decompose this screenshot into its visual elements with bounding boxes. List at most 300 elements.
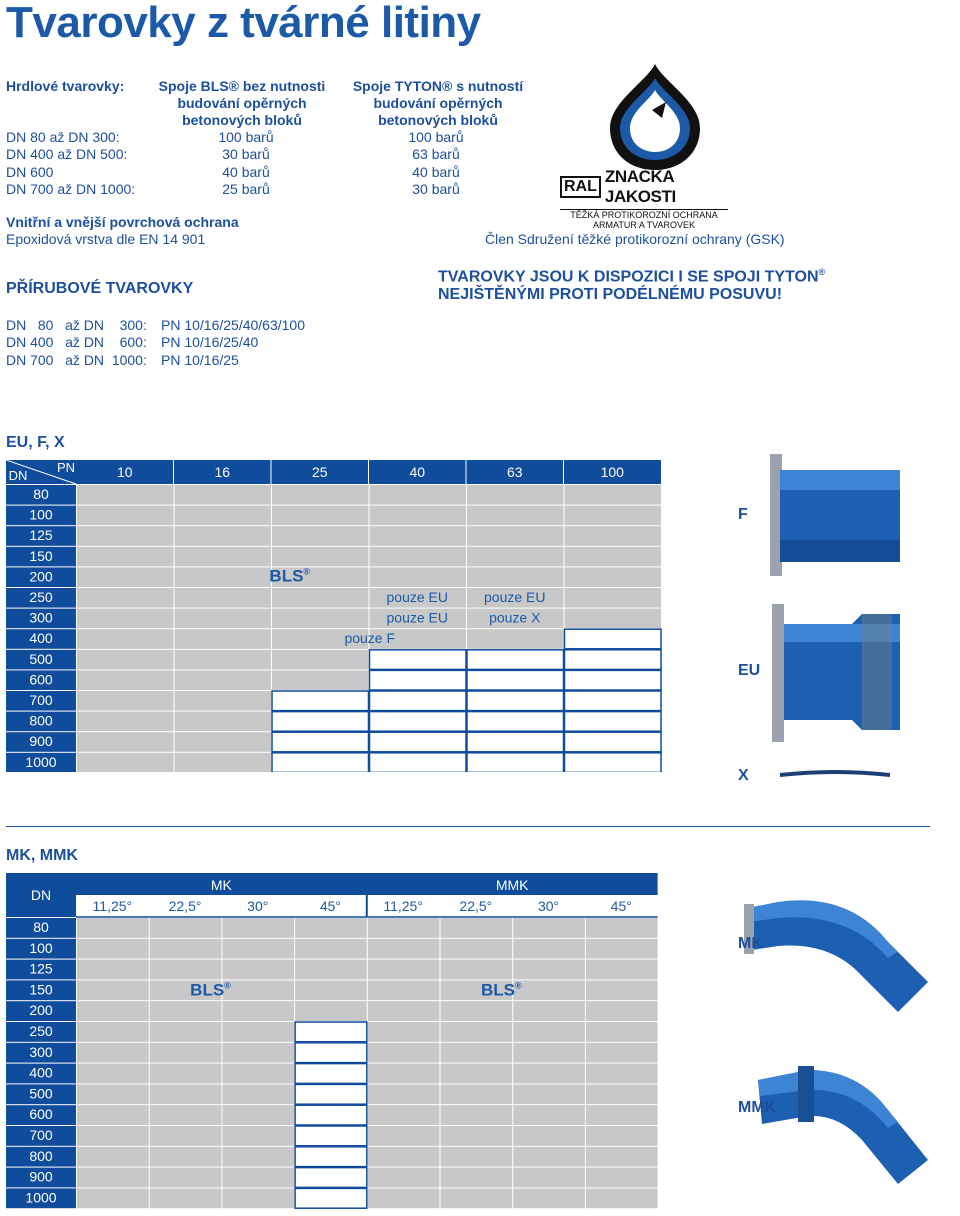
table2-cell — [368, 918, 440, 938]
table1-cell — [272, 753, 369, 772]
flanged-row-pn: PN 10/16/25/40 — [161, 334, 259, 351]
table2-cell — [295, 960, 367, 980]
table1-cell — [77, 588, 174, 608]
label-mmk: MMK — [738, 1099, 777, 1116]
table2-cell — [222, 1188, 294, 1208]
table1-cell — [272, 670, 369, 690]
table2-cell — [150, 1064, 222, 1084]
table1-cell — [565, 650, 662, 670]
table1-cell — [77, 670, 174, 690]
table1-cell — [565, 753, 662, 772]
table1-cell — [175, 629, 272, 649]
table2-angle-header: 30° — [537, 898, 560, 914]
table2-cell — [77, 1022, 149, 1042]
table2-cell — [586, 1084, 658, 1104]
flanged-row-pn: PN 10/16/25/40/63/100 — [161, 317, 306, 333]
tyton-notice: TVAROVKY JSOU K DISPOZICI I SE SPOJI TYTON® NEJIŠTĚNÝMI PROTI PODÉLNÉMU POSUVU! — [438, 267, 826, 304]
table2-dn-label: 125 — [29, 960, 53, 977]
table1-note: pouze EU — [484, 589, 546, 605]
flanged-row — [6, 334, 326, 351]
table2-cell — [513, 1188, 585, 1208]
table2-cell — [368, 1105, 440, 1125]
table2-bls-label: BLS® — [480, 980, 522, 1000]
table2-cell — [77, 939, 149, 959]
table2-cell — [441, 960, 513, 980]
table2-cell — [77, 1168, 149, 1188]
table1-dn-label: 80 — [33, 486, 49, 502]
table2-group-mmk: MMK — [495, 877, 529, 893]
pressure-row-bls: 100 barů — [218, 129, 274, 145]
table1-pn-header: 10 — [116, 464, 133, 480]
table2-cell — [295, 1064, 367, 1084]
table1-cell — [272, 485, 369, 505]
gsk-member-text: Člen Sdružení těžké protikorozní ochrany (GSK) — [485, 231, 785, 247]
table1-pn-header: 63 — [506, 464, 523, 480]
pressure-row-dn: DN 80 až DN 300: — [6, 129, 120, 145]
table2-cell — [77, 960, 149, 980]
table2-cell — [368, 1043, 440, 1063]
flanged-rows — [6, 317, 326, 369]
table2-dn-label: 100 — [29, 939, 53, 956]
table1-cell — [565, 567, 662, 587]
pressure-rows — [6, 129, 536, 198]
table2-cell — [586, 1147, 658, 1167]
table1-dn-label: 600 — [29, 671, 53, 688]
flanged-row-dn: DN 700 až DN 1000: — [6, 351, 147, 368]
table2-cell — [295, 1147, 367, 1167]
table2-cell — [150, 960, 222, 980]
table2-cell — [77, 1064, 149, 1084]
tyton-notice-line: NEJIŠTĚNÝMI PROTI PODÉLNÉMU POSUVU! — [438, 286, 783, 304]
table2-cell — [513, 1168, 585, 1188]
flanged-row-pn: PN 10/16/25 — [161, 351, 239, 368]
table2-angle-header: 45° — [610, 898, 632, 914]
table1-cell — [175, 670, 272, 690]
table2-cell — [368, 1147, 440, 1167]
table1-bls-label: BLS® — [269, 566, 311, 586]
table2-dn-label: 80 — [33, 919, 49, 935]
table2-cell — [368, 1084, 440, 1104]
pressure-row-dn: DN 600 — [6, 163, 54, 180]
table1-cell — [175, 732, 272, 752]
table1-cell — [565, 712, 662, 732]
table1-cell — [565, 670, 662, 690]
pressure-row — [6, 181, 536, 198]
section-divider — [6, 826, 930, 827]
flanged-row-dn: DN 80 až DN 300: — [6, 317, 147, 333]
table1-cell — [77, 691, 174, 711]
table2-cell — [441, 1001, 513, 1021]
table2-cell — [295, 918, 367, 938]
table1-note: pouze EU — [386, 609, 448, 626]
pressure-row-tyton: 30 barů — [412, 180, 460, 197]
table1-cell — [370, 670, 467, 690]
table1-dn-label: 400 — [29, 630, 53, 647]
table2-cell — [513, 1147, 585, 1167]
table2-cell — [222, 1022, 294, 1042]
flanged-row-dn: DN 400 až DN 600: — [6, 334, 147, 351]
table2-cell — [222, 1084, 294, 1104]
pressure-row-dn: DN 400 až DN 500: — [6, 146, 128, 163]
table2-cell — [77, 918, 149, 938]
table2-cell — [513, 1043, 585, 1063]
table1-dn-label: 800 — [29, 712, 53, 729]
table1-dn-label: 125 — [29, 527, 53, 544]
table2-cell — [368, 1022, 440, 1042]
table1-cell — [272, 609, 369, 629]
table2-cell — [222, 1105, 294, 1125]
table2-cell — [441, 1147, 513, 1167]
table2-bls-label: BLS® — [190, 980, 231, 1000]
table1-cell — [175, 609, 272, 629]
table1-cell — [175, 547, 272, 567]
table1-dn-label: 100 — [29, 506, 53, 523]
bend-mk-image — [738, 892, 938, 1022]
table1-cell — [77, 567, 174, 587]
table2-cell — [513, 960, 585, 980]
coating-heading: Vnitřní a vnější povrchová ochrana — [6, 214, 239, 230]
table1-cell — [467, 732, 564, 752]
table1-cell — [272, 547, 369, 567]
table1-cell — [467, 506, 564, 526]
table2-cell — [368, 960, 440, 980]
table2-cell — [586, 1022, 658, 1042]
table2-cell — [513, 918, 585, 938]
pressure-row-tyton: 100 barů — [408, 129, 464, 145]
table1-corner-dn: DN — [8, 468, 28, 483]
table1-cell — [565, 629, 662, 649]
bls-header-line: betonových bloků — [182, 112, 302, 128]
table2-cell — [586, 1064, 658, 1084]
table2-dn-label: 250 — [29, 1023, 53, 1039]
pressure-row-tyton: 63 barů — [412, 146, 460, 163]
table2-cell — [150, 1105, 222, 1125]
table2-cell — [586, 939, 658, 959]
table1-dn-label: 700 — [29, 692, 53, 708]
table1-cell — [370, 506, 467, 526]
table2-cell — [222, 1147, 294, 1167]
table2-cell — [222, 980, 294, 1000]
table2-dn-label: 500 — [29, 1085, 53, 1102]
table1-cell — [370, 567, 467, 587]
table1-heading: EU, F, X — [6, 434, 65, 451]
table2-cell — [586, 918, 658, 938]
table1-cell — [175, 526, 272, 546]
table1-cell — [565, 588, 662, 608]
table2-cell — [513, 1084, 585, 1104]
table1-dn-label: 150 — [29, 547, 53, 564]
table1-cell — [77, 650, 174, 670]
table1-pn-header: 25 — [311, 464, 328, 480]
table1-cell — [175, 691, 272, 711]
table1-cell — [175, 567, 272, 587]
table1-cell — [467, 567, 564, 587]
table2-cell — [513, 980, 585, 1000]
table2-cell — [150, 1084, 222, 1104]
tyton-header-line: betonových bloků — [378, 112, 498, 128]
table1-cell — [175, 753, 272, 772]
table2-cell — [441, 1022, 513, 1042]
table2-dn-label: 800 — [29, 1147, 53, 1164]
table1-cell — [77, 609, 174, 629]
table2-cell — [77, 1084, 149, 1104]
table2-cell — [222, 1168, 294, 1188]
table2 — [6, 873, 666, 1216]
table2-dn-label: 150 — [29, 981, 53, 998]
table2-dn-label: 700 — [29, 1127, 53, 1143]
table1-cell — [565, 547, 662, 567]
table1-cell — [467, 629, 564, 649]
table1-cell — [77, 753, 174, 772]
table2-cell — [150, 1043, 222, 1063]
table2-cell — [222, 960, 294, 980]
table2-cell — [441, 1105, 513, 1125]
table1-cell — [370, 753, 467, 772]
table1-header-bg — [6, 460, 661, 484]
table1-cell — [77, 485, 174, 505]
pressure-row-bls: 30 barů — [222, 146, 270, 163]
table1-pn-header: 16 — [214, 464, 231, 480]
bls-header-line: Spoje BLS® bez nutnosti — [158, 78, 326, 94]
table2-cell — [222, 1126, 294, 1146]
table1-cell — [77, 547, 174, 567]
ral-box: RAL — [560, 176, 601, 198]
table2-cell — [295, 1105, 367, 1125]
table1-cell — [175, 712, 272, 732]
label-eu: EU — [738, 662, 761, 679]
table2-cell — [441, 1168, 513, 1188]
table2-cell — [222, 939, 294, 959]
pressure-row-dn: DN 700 až DN 1000: — [6, 180, 136, 197]
table2-cell — [150, 1022, 222, 1042]
table2-cell — [513, 1064, 585, 1084]
table2-cell — [77, 1188, 149, 1208]
page-title: Tvarovky z tvárné litiny — [6, 0, 481, 47]
table2-cell — [295, 1188, 367, 1208]
pressure-row — [6, 164, 536, 181]
table1-cell — [467, 670, 564, 690]
table2-cell — [441, 1064, 513, 1084]
table2-cell — [222, 918, 294, 938]
table2-cell — [586, 1105, 658, 1125]
table1-cell — [272, 712, 369, 732]
table1-dn-label: 200 — [29, 568, 53, 585]
table2-cell — [295, 1043, 367, 1063]
table1-cell — [77, 712, 174, 732]
table2-cell — [222, 1064, 294, 1084]
table2-cell — [441, 1084, 513, 1104]
table1-cell — [272, 650, 369, 670]
table2-cell — [77, 980, 149, 1000]
table1-cell — [565, 609, 662, 629]
table2-angle-header: 30° — [247, 898, 269, 914]
table1-note: pouze F — [344, 630, 396, 647]
table2-cell — [513, 1105, 585, 1125]
pressure-row-tyton: 40 barů — [412, 163, 460, 180]
table2-cell — [586, 980, 658, 1000]
table1-cell — [272, 691, 369, 711]
table2-cell — [441, 918, 513, 938]
table2-cell — [295, 1084, 367, 1104]
table1-cell — [467, 650, 564, 670]
table1-cell — [370, 712, 467, 732]
table2-angle-header: 45° — [319, 898, 342, 914]
table1-grid — [6, 460, 666, 772]
table2-cell — [586, 960, 658, 980]
table2-cell — [150, 1147, 222, 1167]
table2-dn-label: 400 — [29, 1064, 53, 1081]
bls-header-line: budování opěrných — [177, 95, 307, 111]
hrdlove-label: Hrdlové tvarovky: — [6, 78, 125, 94]
quality-subtitle-line: ARMATUR A TVAROVEK — [592, 220, 696, 230]
table1-pn-header: 40 — [409, 464, 426, 480]
table2-cell — [368, 939, 440, 959]
table1-cell — [467, 485, 564, 505]
table2-cell — [586, 1168, 658, 1188]
table2-cell — [222, 1001, 294, 1021]
table1-cell — [77, 629, 174, 649]
table1-cell — [175, 588, 272, 608]
table2-cell — [586, 1188, 658, 1208]
flange-x-image — [780, 768, 890, 780]
table2-cell — [77, 1043, 149, 1063]
table2-cell — [295, 1168, 367, 1188]
table1-cell — [77, 506, 174, 526]
table2-cell — [586, 1001, 658, 1021]
quality-mark-subtitle — [560, 209, 728, 230]
gsk-drop-logo — [600, 62, 710, 172]
table2-dn-label: 600 — [29, 1106, 53, 1123]
table1-cell — [467, 753, 564, 772]
table2-dn-label: 200 — [29, 1002, 53, 1019]
pressure-row — [6, 146, 536, 163]
table2-cell — [222, 1043, 294, 1063]
table2-cell — [77, 1147, 149, 1167]
table2-cell — [441, 1188, 513, 1208]
table1-dn-label: 250 — [29, 589, 53, 605]
table1-cell — [77, 526, 174, 546]
table2-group-header-bg — [6, 873, 658, 895]
table1-cell — [175, 485, 272, 505]
table1-dn-label: 900 — [29, 733, 53, 750]
table2-cell — [513, 939, 585, 959]
table1-cell — [370, 732, 467, 752]
table1-cell — [370, 485, 467, 505]
table2-angle-header: 22,5° — [459, 898, 493, 914]
table1-cell — [565, 691, 662, 711]
label-f: F — [738, 506, 748, 523]
table1-cell — [370, 526, 467, 546]
table1-cell — [370, 650, 467, 670]
quality-mark — [560, 167, 728, 230]
table1-cell — [272, 526, 369, 546]
table1-cell — [565, 526, 662, 546]
tyton-column-header — [350, 78, 526, 129]
table2-cell — [368, 1168, 440, 1188]
table2-group-mk: MK — [210, 877, 232, 893]
table2-cell — [441, 1126, 513, 1146]
table2-cell — [77, 1105, 149, 1125]
table2-dn-label: 1000 — [25, 1189, 57, 1206]
table1-cell — [175, 650, 272, 670]
table2-cell — [441, 939, 513, 959]
table2-cell — [513, 1001, 585, 1021]
flanged-heading: PŘÍRUBOVÉ TVAROVKY — [6, 280, 194, 297]
table2-angle-header: 11,25° — [92, 898, 133, 914]
table1-corner-pn: PN — [56, 460, 76, 475]
table2-cell — [513, 1126, 585, 1146]
table1-cell — [467, 547, 564, 567]
bls-column-header — [150, 78, 334, 129]
table2-cell — [295, 980, 367, 1000]
table2-cell — [586, 1126, 658, 1146]
table2-cell — [77, 1001, 149, 1021]
table1-cell — [565, 506, 662, 526]
pressure-row-bls: 40 barů — [222, 163, 270, 180]
table1-cell — [272, 588, 369, 608]
table2-cell — [295, 1022, 367, 1042]
table2-cell — [150, 918, 222, 938]
table2-cell — [368, 1188, 440, 1208]
table2-angle-header: 22,5° — [168, 898, 202, 914]
table1 — [6, 460, 666, 777]
table1-note: pouze X — [489, 609, 541, 626]
table1-cell — [370, 691, 467, 711]
table1-cell — [175, 506, 272, 526]
table2-cell — [150, 939, 222, 959]
table2-cell — [513, 1022, 585, 1042]
tyton-header-line: Spoje TYTON® s nutností — [352, 78, 524, 94]
table1-cell — [467, 526, 564, 546]
pressure-row — [6, 129, 536, 146]
table2-cell — [77, 1126, 149, 1146]
pressure-row-bls: 25 barů — [222, 180, 270, 197]
table1-dn-label: 300 — [29, 609, 53, 626]
table2-cell — [368, 1001, 440, 1021]
table2-cell — [586, 1043, 658, 1063]
table2-angle-header: 11,25° — [383, 898, 423, 914]
table2-dn-label: 900 — [29, 1168, 53, 1185]
table2-heading: MK, MMK — [6, 847, 78, 864]
table1-cell — [370, 547, 467, 567]
table1-cell — [565, 485, 662, 505]
table2-cell — [150, 1126, 222, 1146]
table2-cell — [150, 1168, 222, 1188]
table2-corner-dn: DN — [30, 887, 52, 903]
quality-subtitle-line: TĚŽKÁ PROTIKOROZNÍ OCHRANA — [570, 210, 718, 220]
table2-grid — [6, 873, 666, 1211]
table2-cell — [368, 1064, 440, 1084]
table1-pn-header: 100 — [600, 464, 624, 480]
table2-cell — [368, 980, 440, 1000]
table2-cell — [368, 1126, 440, 1146]
tyton-header-line: budování opěrných — [373, 95, 503, 111]
table2-dn-label: 300 — [29, 1043, 53, 1060]
flanged-row — [6, 317, 326, 334]
table1-note: pouze EU — [386, 589, 448, 605]
table1-cell — [272, 732, 369, 752]
table1-dn-label: 1000 — [25, 753, 57, 770]
table2-cell — [441, 1043, 513, 1063]
table2-cell — [150, 1001, 222, 1021]
flanged-row — [6, 352, 326, 369]
table2-cell — [295, 1126, 367, 1146]
coating-text: Epoxidová vrstva dle EN 14 901 — [6, 231, 206, 247]
label-x: X — [738, 767, 749, 784]
table2-cell — [150, 1188, 222, 1208]
table1-cell — [467, 691, 564, 711]
table2-cell — [295, 939, 367, 959]
